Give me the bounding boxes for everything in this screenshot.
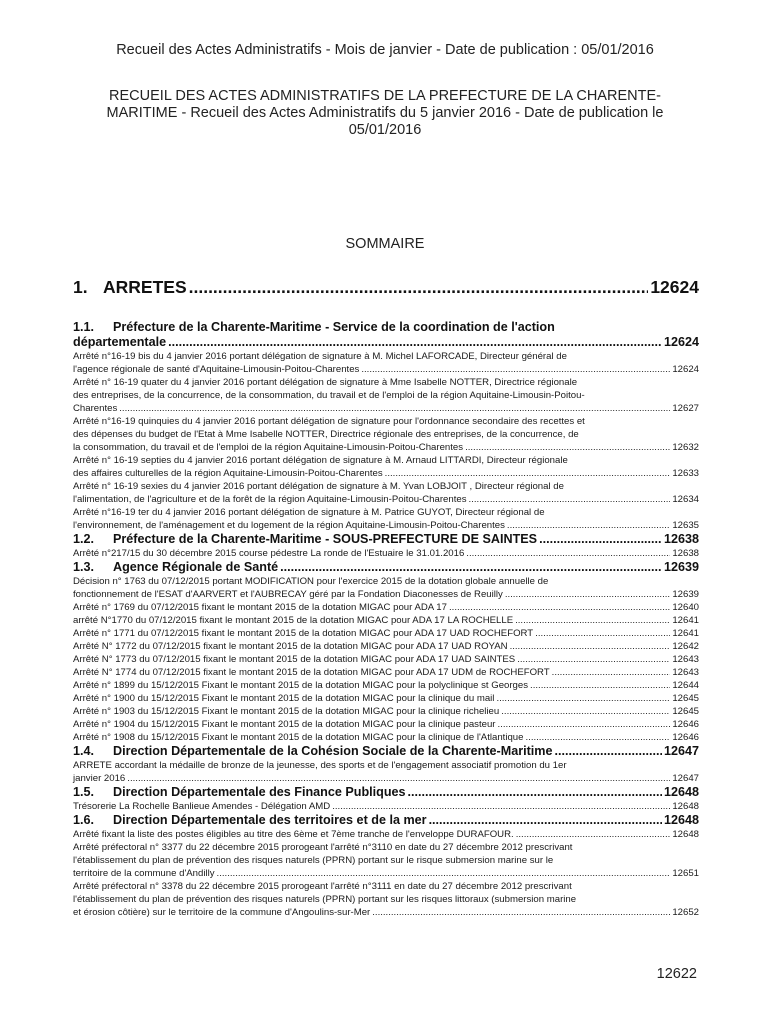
section-number: 1.1. [73, 320, 95, 334]
section-heading[interactable] [73, 785, 699, 800]
toc-entry[interactable] [73, 614, 699, 627]
entry-text: Arrêté n° 1903 du 15/12/2015 Fixant le montant 2015 de la dotation MIGAC pour la clinique richelieu [73, 706, 500, 717]
toc-entry[interactable] [73, 828, 699, 841]
entry-page: 12632 [672, 442, 699, 453]
entry-text: territoire de la commune d'Andilly [73, 868, 215, 879]
entry-line [73, 640, 699, 653]
entry-line: Arrêté n°16-19 ter du 4 janvier 2016 portant délégation de signature à M. Patrice GUYOT, Directeur régional de [73, 507, 545, 518]
entry-line [73, 614, 699, 627]
entry-text: Arrêté n° 1908 du 15/12/2015 Fixant le montant 2015 de la dotation MIGAC pour la clinique de l'Atlantique [73, 732, 524, 743]
dot-leader [530, 679, 670, 692]
entry-text: Arrêté N° 1773 du 07/12/2015 fixant le montant 2015 de la dotation MIGAC pour ADA 17 UAD SAINTES [73, 654, 516, 665]
entry-page: 12639 [672, 589, 699, 600]
entry-text: Arrêté n° 1769 du 07/12/2015 fixant le montant 2015 de la dotation MIGAC pour ADA 17 [73, 602, 447, 613]
entry-line [73, 653, 699, 666]
toc-section [73, 785, 699, 813]
dot-leader [168, 335, 662, 350]
entry-text: Arrêté n° 1771 du 07/12/2015 fixant le montant 2015 de la dotation MIGAC pour ADA 17 UAD ROCHEFORT [73, 628, 534, 639]
entry-page: 12646 [672, 732, 699, 743]
toc-entry[interactable] [73, 800, 699, 813]
heading-number: 1. [73, 277, 88, 297]
entry-line [73, 588, 699, 601]
entry-text: Arrêté n° 1900 du 15/12/2015 Fixant le montant 2015 de la dotation MIGAC pour la clinique du mail [73, 693, 495, 704]
entry-page: 12635 [672, 520, 699, 531]
section-title: Agence Régionale de Santé [113, 560, 279, 574]
toc-entry[interactable] [73, 640, 699, 653]
section-title: Direction Départementale de la Cohésion Sociale de la Charente-Maritime [113, 744, 553, 758]
entry-line [73, 692, 699, 705]
entry-page: 12633 [672, 468, 699, 479]
section-heading-line [73, 560, 699, 575]
entry-text: Arrêté n°217/15 du 30 décembre 2015 course pédestre La ronde de l'Estuaire le 31.01.2016 [73, 548, 465, 559]
dot-leader [429, 813, 662, 828]
entry-line [73, 547, 699, 560]
heading-page: 12624 [650, 277, 699, 297]
entry-line: l'établissement du plan de prévention des risques naturels (PPRN) portant sur le risque submersion marine sur le [73, 855, 554, 866]
section-page: 12647 [663, 744, 699, 758]
section-heading[interactable] [73, 744, 699, 759]
title-line: RECUEIL DES ACTES ADMINISTRATIFS DE LA PREFECTURE DE LA CHARENTE- [109, 88, 661, 104]
entry-line [73, 441, 699, 454]
toc-entry[interactable] [73, 415, 699, 454]
entry-text: l'alimentation, de l'agriculture et de la forêt de la région Aquitaine-Limousin-Poitou-Charentes [73, 494, 467, 505]
entry-line [73, 679, 699, 692]
entry-page: 12645 [672, 693, 699, 704]
entry-page: 12641 [672, 615, 699, 626]
entry-line [73, 867, 699, 880]
dot-leader [408, 785, 662, 800]
table-of-contents [73, 277, 699, 919]
entry-text: Arrêté n° 1904 du 15/12/2015 Fixant le montant 2015 de la dotation MIGAC pour la clinique pasteur [73, 719, 496, 730]
entry-line [73, 800, 699, 813]
entry-line [73, 519, 699, 532]
entry-line: Arrêté n° 16-19 quater du 4 janvier 2016 portant délégation de signature à Mme Isabelle NOTTER, Directrice régionale [73, 377, 578, 388]
dot-leader [501, 705, 670, 718]
dot-leader [449, 601, 670, 614]
section-number: 1.2. [73, 532, 95, 546]
entry-line [73, 731, 699, 744]
entry-line [73, 601, 699, 614]
entry-page: 12651 [672, 868, 699, 879]
entry-line: Arrêté préfectoral n° 3378 du 22 décembre 2015 prorogeant l'arrêté n°3111 en date du 27 décembre 2012 prescrivant [73, 881, 572, 892]
entry-text: arrêté N°1770 du 07/12/2015 fixant le montant 2015 de la dotation MIGAC pour ADA 17 LA ROCHELLE [73, 615, 514, 626]
section-page: 12624 [663, 335, 699, 349]
entry-text: Charentes [73, 403, 118, 414]
entry-line: Décision n° 1763 du 07/12/2015 portant MODIFICATION pour l'exercice 2015 de la dotation globale annuelle de [73, 576, 549, 587]
section-number: 1.3. [73, 560, 95, 574]
entry-text: Trésorerie La Rochelle Banlieue Amendes - Délégation AMD [73, 801, 331, 812]
toc-entry[interactable] [73, 575, 699, 601]
dot-leader [119, 402, 670, 415]
dot-leader [498, 718, 671, 731]
entry-page: 12648 [672, 829, 699, 840]
entry-line [73, 718, 699, 731]
toc-section [73, 744, 699, 785]
toc-entry[interactable] [73, 547, 699, 560]
toc-entry[interactable] [73, 666, 699, 679]
dot-leader [496, 692, 670, 705]
section-heading-line [73, 785, 699, 800]
entry-line [73, 363, 699, 376]
toc-heading-arretes[interactable] [73, 277, 699, 298]
document-title [70, 88, 700, 139]
section-heading-line [73, 532, 699, 547]
entry-page: 12643 [672, 654, 699, 665]
section-title: départementale [73, 335, 167, 349]
entry-text: Arrêté N° 1774 du 07/12/2015 fixant le montant 2015 de la dotation MIGAC pour ADA 17 UDM de ROCHEFORT [73, 667, 550, 678]
entry-line: ARRETE accordant la médaille de bronze de la jeunesse, des sports et de l'engagement associatif promotion du 1er [73, 760, 567, 771]
toc-entry[interactable] [73, 480, 699, 506]
entry-page: 12645 [672, 706, 699, 717]
dot-leader [217, 867, 671, 880]
entry-text: janvier 2016 [73, 773, 126, 784]
toc-entry[interactable] [73, 506, 699, 532]
section-heading[interactable] [73, 813, 699, 828]
dot-leader [539, 532, 662, 547]
page-number: 12622 [656, 966, 697, 982]
section-heading-line [73, 813, 699, 828]
entry-text: Arrêté fixant la liste des postes éligibles au titre des 6ème et 7ème tranche de l'enveloppe DURAFOUR. [73, 829, 514, 840]
toc-sections [73, 320, 699, 919]
running-header: Recueil des Actes Administratifs - Mois de janvier - Date de publication : 05/01/2016 [116, 42, 654, 58]
entry-line [73, 906, 699, 919]
toc-section [73, 532, 699, 560]
dot-leader [385, 467, 671, 480]
entry-text: fonctionnement de l'ESAT d'AARVERT et l'AUBRECAY géré par la Fondation Diaconesses de Reuilly [73, 589, 503, 600]
entry-line [73, 772, 699, 785]
entry-line: des dépenses du budget de l'Etat à Mme Isabelle NOTTER, Directrice régionale des entreprises, de la concurrence, de [73, 429, 579, 440]
toc-entry[interactable] [73, 653, 699, 666]
dot-leader [505, 588, 671, 601]
entry-line: Arrêté préfectoral n° 3377 du 22 décembre 2015 prorogeant l'arrêté n°3110 en date du 27 décembre 2012 prescrivant [73, 842, 573, 853]
dot-leader [535, 627, 670, 640]
entry-page: 12640 [672, 602, 699, 613]
entry-page: 12643 [672, 667, 699, 678]
entry-page: 12644 [672, 680, 699, 691]
toc-section [73, 320, 699, 532]
section-title: Préfecture de la Charente-Maritime - Service de la coordination de l'action [113, 320, 555, 334]
section-page: 12648 [663, 785, 699, 799]
toc-entry[interactable] [73, 454, 699, 480]
sommaire-heading: SOMMAIRE [345, 236, 425, 252]
section-title: Préfecture de la Charente-Maritime - SOUS-PREFECTURE DE SAINTES [113, 532, 538, 546]
dot-leader [525, 731, 670, 744]
toc-entry[interactable] [73, 376, 699, 415]
section-page: 12648 [663, 813, 699, 827]
section-heading-line [73, 320, 699, 335]
entry-page: 12642 [672, 641, 699, 652]
entry-line [73, 627, 699, 640]
dot-leader [332, 800, 670, 813]
entry-text: la consommation, du travail et de l'emploi de la région Aquitaine-Limousin-Poitou-Charentes [73, 442, 464, 453]
toc-entry[interactable] [73, 705, 699, 718]
dot-leader [372, 906, 670, 919]
title-line: MARITIME - Recueil des Actes Administratifs du 5 janvier 2016 - Date de publication le [106, 105, 664, 121]
dot-leader [280, 560, 662, 575]
section-heading-line [73, 744, 699, 759]
section-number: 1.6. [73, 813, 95, 827]
dot-leader [555, 744, 662, 759]
dot-leader [516, 828, 671, 841]
section-page: 12639 [663, 560, 699, 574]
dot-leader [465, 441, 670, 454]
toc-entry[interactable] [73, 692, 699, 705]
toc-entry[interactable] [73, 880, 699, 919]
heading-title: ARRETES [103, 277, 187, 297]
entry-text: l'agence régionale de santé d'Aquitaine-Limousin-Poitou-Charentes [73, 364, 360, 375]
toc-entry[interactable] [73, 841, 699, 880]
toc-entry[interactable] [73, 731, 699, 744]
entry-text: et érosion côtière) sur le territoire de la commune d'Angoulins-sur-Mer [73, 907, 371, 918]
toc-section [73, 560, 699, 744]
entry-page: 12641 [672, 628, 699, 639]
entry-line [73, 828, 699, 841]
toc-entry[interactable] [73, 350, 699, 376]
dot-leader [189, 277, 649, 298]
toc-entry[interactable] [73, 679, 699, 692]
section-heading[interactable] [73, 320, 699, 350]
entry-line: l'établissement du plan de prévention des risques naturels (PPRN) portant sur les risques littoraux (submersion marine [73, 894, 577, 905]
entry-line [73, 467, 699, 480]
dot-leader [515, 614, 670, 627]
section-title: Direction Départementale des Finance Publiques [113, 785, 406, 799]
entry-line [73, 493, 699, 506]
entry-line: des entreprises, de la concurrence, de la consommation, du travail et de l'emploi de la région Aquitaine-Limousin-Poitou- [73, 390, 585, 401]
dot-leader [127, 772, 670, 785]
entry-page: 12648 [672, 801, 699, 812]
section-heading[interactable] [73, 532, 699, 547]
entry-page: 12647 [672, 773, 699, 784]
dot-leader [510, 640, 671, 653]
toc-entry[interactable] [73, 759, 699, 785]
section-page: 12638 [663, 532, 699, 546]
dot-leader [507, 519, 670, 532]
entry-line: Arrêté n° 16-19 sexies du 4 janvier 2016 portant délégation de signature à M. Yvan LOBJOIT , Directeur régional de [73, 481, 564, 492]
entry-page: 12646 [672, 719, 699, 730]
entry-line: Arrêté n°16-19 bis du 4 janvier 2016 portant délégation de signature à M. Michel LAFORCADE, Directeur général de [73, 351, 567, 362]
dot-leader [466, 547, 670, 560]
toc-entry[interactable] [73, 627, 699, 640]
entry-page: 12624 [672, 364, 699, 375]
section-number: 1.4. [73, 744, 95, 758]
entry-page: 12652 [672, 907, 699, 918]
entry-text: des affaires culturelles de la région Aquitaine-Limousin-Poitou-Charentes [73, 468, 383, 479]
toc-section [73, 813, 699, 919]
entry-page: 12627 [672, 403, 699, 414]
toc-entry[interactable] [73, 601, 699, 614]
entry-line: Arrêté n° 16-19 septies du 4 janvier 2016 portant délégation de signature à M. Arnaud LITTARDI, Directeur régionale [73, 455, 568, 466]
dot-leader [517, 653, 670, 666]
dot-leader [552, 666, 671, 679]
title-line: 05/01/2016 [348, 122, 422, 138]
entry-text: l'environnement, de l'aménagement et du logement de la région Aquitaine-Limousin-Poitou-Charentes [73, 520, 505, 531]
entry-line [73, 666, 699, 679]
entry-line [73, 705, 699, 718]
entry-page: 12634 [672, 494, 699, 505]
entry-line [73, 402, 699, 415]
entry-text: Arrêté N° 1772 du 07/12/2015 fixant le montant 2015 de la dotation MIGAC pour ADA 17 UAD ROYAN [73, 641, 508, 652]
section-title: Direction Départementale des territoires et de la mer [113, 813, 427, 827]
dot-leader [361, 363, 670, 376]
dot-leader [469, 493, 671, 506]
section-heading[interactable] [73, 560, 699, 575]
section-number: 1.5. [73, 785, 95, 799]
toc-entry[interactable] [73, 718, 699, 731]
entry-text: Arrêté n° 1899 du 15/12/2015 Fixant le montant 2015 de la dotation MIGAC pour la polyclinique st Georges [73, 680, 529, 691]
section-heading-line [73, 335, 699, 350]
entry-line: Arrêté n°16-19 quinquies du 4 janvier 2016 portant délégation de signature pour l'ordonnance secondaire des recettes et [73, 416, 585, 427]
entry-page: 12638 [672, 548, 699, 559]
